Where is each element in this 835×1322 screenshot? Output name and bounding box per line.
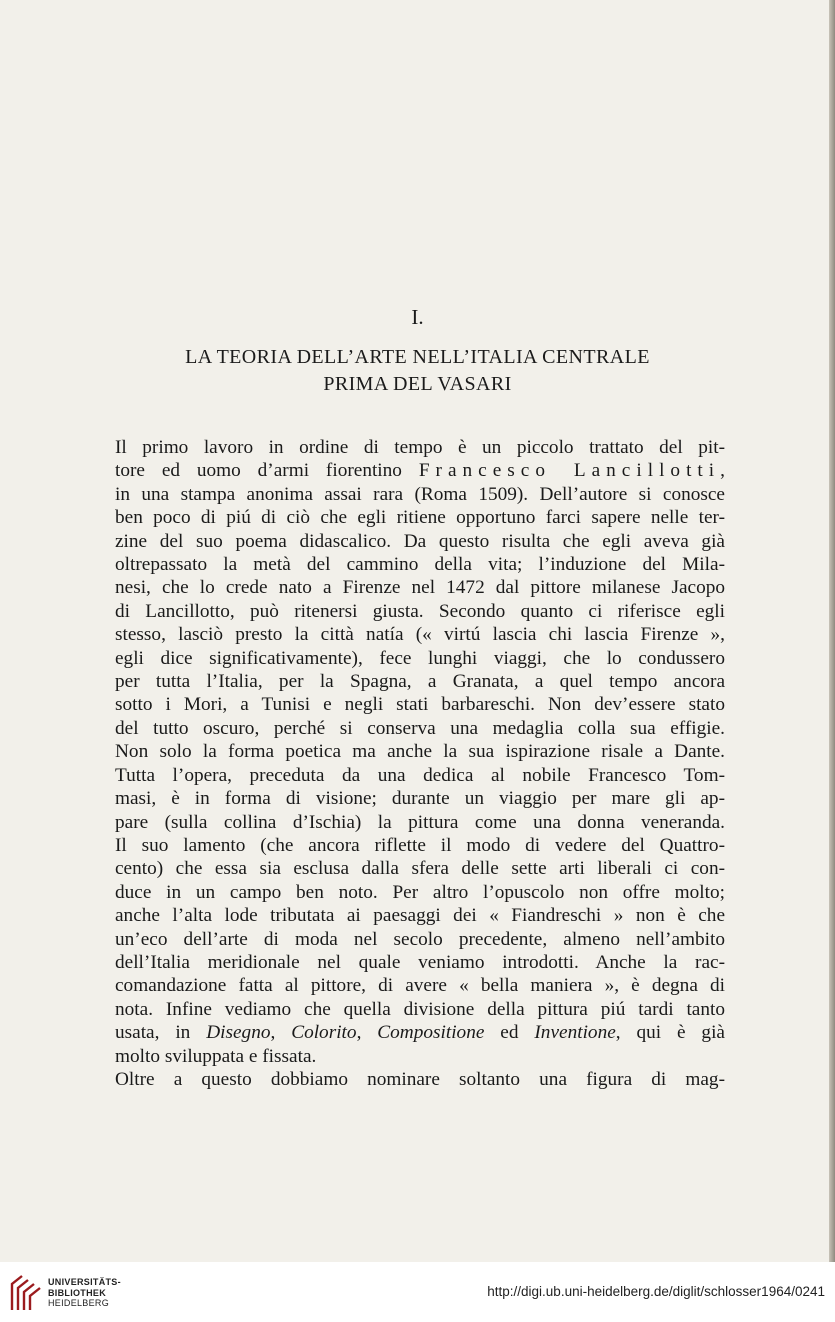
text-line-author: tore ed uomo d’armi fiorentino Francesco Lancillotti,	[115, 460, 725, 482]
chapter-number: I.	[411, 305, 424, 329]
text-line: Non solo la forma poetica ma anche la sua ispirazione risale a Dante.	[115, 741, 725, 763]
term-disegno: Disegno	[206, 1022, 271, 1044]
author-name: Francesco Lancillotti	[418, 460, 721, 482]
text-line: oltrepassato la metà del cammino della vita; l’induzione del Mila-	[115, 554, 725, 576]
text-line: comandazione fatta al pittore, di avere « bella maniera », è degna di	[115, 975, 725, 997]
text-line: ben poco di piú di ciò che egli ritiene opportuno farci sapere nelle ter-	[115, 507, 725, 529]
text-line: egli dice significativamente), fece lunghi viaggi, che lo condussero	[115, 647, 725, 669]
term-compositione: Compositione	[377, 1022, 485, 1044]
text-line-new-paragraph: Oltre a questo dobbiamo nominare soltanto una figura di mag-	[115, 1068, 725, 1090]
chapter-title-line-1: LA TEORIA DELL’ARTE NELL’ITALIA CENTRALE	[185, 346, 650, 368]
text-line: pare (sulla collina d’Ischia) la pittura come una donna veneranda.	[115, 811, 725, 833]
text-line: in una stampa anonima assai rara (Roma 1509). Dell’autore si conosce	[115, 483, 725, 505]
text-line: Tutta l’opera, preceduta da una dedica al nobile Francesco Tom-	[115, 764, 725, 786]
text-line: masi, è in forma di visione; durante un viaggio per mare gli ap-	[115, 788, 725, 810]
body-text	[115, 436, 725, 1091]
footer-bar	[0, 1262, 835, 1322]
term-colorito: Colorito	[291, 1022, 357, 1044]
text-line: di Lancillotto, può ritenersi giusta. Secondo quanto ci riferisce egli	[115, 600, 725, 622]
chapter-title-line-2: PRIMA DEL VASARI	[323, 373, 512, 395]
text-line: dell’Italia meridionale nel quale veniamo introdotti. Anche la rac-	[115, 951, 725, 973]
text-line: duce in un campo ben noto. Per altro l’opuscolo non offre molto;	[115, 881, 725, 903]
text-line-paragraph-end: molto sviluppata e fissata.	[115, 1045, 317, 1067]
university-library-logo-icon	[8, 1272, 44, 1312]
text-line: per tutta l’Italia, per la Spagna, a Granata, a quel tempo ancora	[115, 671, 725, 693]
text-line: del tutto oscuro, perché si conserva una medaglia colla sua effigie.	[115, 717, 725, 739]
page-edge-shadow	[829, 0, 835, 1262]
text-line: sotto i Mori, a Tunisi e negli stati barbareschi. Non dev’essere stato	[115, 694, 725, 716]
text-line: cento) che essa sia esclusa dalla sfera delle sette arti liberali ci con-	[115, 858, 725, 880]
text-line: zine del suo poema didascalico. Da questo risulta che egli aveva già	[115, 530, 725, 552]
term-inventione: Inventione	[534, 1022, 616, 1044]
text-line: anche l’alta lode tributata ai paesaggi dei « Fiandreschi » non è che	[115, 905, 725, 927]
text-line-terms: usata, in Disegno, Colorito, Compositione ed Inventione, qui è già	[115, 1022, 725, 1044]
text-line: Il suo lamento (che ancora riflette il modo di vedere del Quattro-	[115, 834, 725, 856]
page-url[interactable]: http://digi.ub.uni-heidelberg.de/diglit/schlosser1964/0241	[487, 1284, 825, 1299]
text-line	[115, 436, 725, 459]
chapter-title	[0, 344, 835, 398]
text-line: nota. Infine vediamo che quella divisione della pittura piú tardi tanto	[115, 998, 725, 1020]
text-line: nesi, che lo crede nato a Firenze nel 1472 dal pittore milanese Jacopo	[115, 577, 725, 599]
text-line-content: Il primo lavoro in ordine di tempo è un piccolo trattato del pit-	[115, 437, 725, 458]
text-line: stesso, lasciò presto la città natía (« virtú lascia chi lascia Firenze »,	[115, 624, 725, 646]
library-name: UNIVERSITÄTS- BIBLIOTHEK HEIDELBERG	[48, 1277, 121, 1308]
text-line: un’eco dell’arte di moda nel secolo precedente, almeno nell’ambito	[115, 928, 725, 950]
